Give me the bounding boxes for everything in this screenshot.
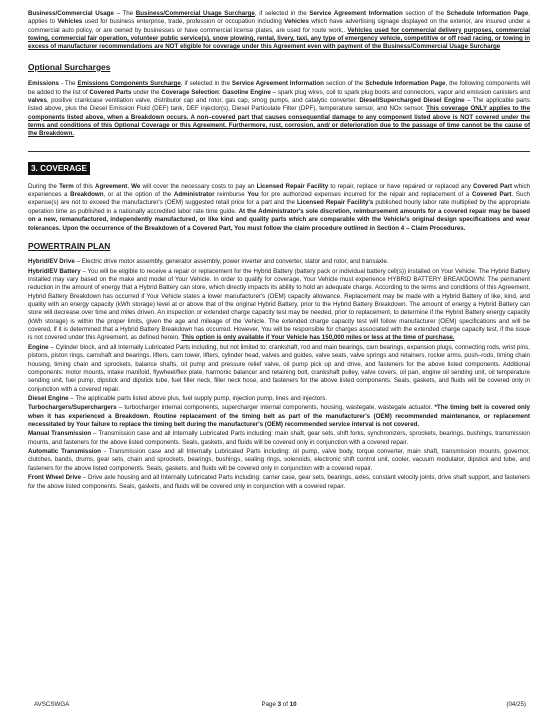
- timing-belt-note: *The timing belt is covered only when it has experienced a Breakdown. Routine replacement of the timing belt as part of the manufacturer's (OEM) recommended maintenance, or replacement necessitated by Your failure to replace the timing belt during the manufacturer's (OEM) recommended service interval is not covered.: [28, 404, 530, 429]
- text-run: – The: [113, 10, 136, 17]
- coverage-paragraph: [28, 183, 530, 233]
- plan-item-term: Hybrid/EV Battery: [28, 267, 81, 275]
- plan-item-text: – The applicable parts listed above plus, fuel supply pump, injection pump, lines and injectors.: [68, 394, 328, 402]
- text-run: , applies to: [28, 10, 531, 26]
- text-run: used for business enterprise, trade, profession or occupation including: [82, 18, 285, 26]
- service-agreement-information-term: Service Agreement Information: [231, 80, 324, 88]
- plan-item-front-wheel-drive: [28, 474, 530, 491]
- business-exclusion-notice: Vehicles used for commercial delivery purposes, commercial towing, commercial fair operation, volunteer public service(s), snow plowing, rental, livery, taxi, any type of emergency vehicle, competitive or off road racing, or towing in excess of manufacturer recommendations are NOT eligible for coverage under this Agreement even with payment of the Business/Commercial Usage Surcharge: [28, 26, 530, 51]
- schedule-information-page-term: Schedule Information Page: [446, 10, 529, 17]
- powertrain-plan-heading: POWERTRAIN PLAN: [28, 240, 111, 251]
- breakdown-term: Breakdown: [70, 191, 104, 199]
- plan-item-term: Diesel Engine: [28, 394, 69, 402]
- plan-item-term: Manual Transmission: [28, 430, 92, 438]
- emissions-term: Emissions: [28, 80, 59, 88]
- plan-item-term: Turbochargers/Superchargers: [28, 404, 117, 412]
- page-total: 10: [289, 701, 297, 708]
- business-usage-paragraph: [28, 10, 530, 52]
- emissions-paragraph: [28, 80, 530, 139]
- page-current: 3: [277, 701, 282, 708]
- text-run: which have advertising signage displayed on the exterior, are insured under a commercial auto policy, or are owned by businesses or have commercial license plates, are used for route work,.: [28, 18, 530, 34]
- schedule-information-page-term: Schedule Information Page: [365, 80, 446, 88]
- service-agreement-information-term: Service Agreement Information: [309, 10, 403, 17]
- valves-term: valves: [28, 96, 47, 104]
- text-run: will cover the necessary costs to pay an: [140, 182, 257, 190]
- text-run: . Such expense(s) are not to exceed the manufacturer's (OEM) suggested retail price for a part and the: [28, 191, 530, 207]
- plan-item-text: – turbocharger internal components, supercharger internal components, housing, wastegate, wastegate actuator.: [116, 404, 435, 412]
- term-term: Term: [59, 182, 74, 190]
- licensed-repair-facility-term: Licensed Repair Facility: [256, 182, 329, 190]
- page-of: of: [281, 701, 290, 708]
- vehicles-term: Vehicles: [57, 18, 83, 26]
- plan-item-engine: [28, 344, 530, 394]
- plan-item-text: – Cylinder block, and all Internally Lubricated Parts including, but not limited to: crankshaft, rod and main bearings, cam bearings, expansion plugs, connecting rods, wrist pins, pistons, piston rings, camshaft and bearings, lifters, cam tower, lifters, cylinder head, valves and guides, valve seats, valve springs and retainers, rocker arms, push–rods, timing chain housing, timing chain and sprockets, balance shafts, oil pump and pressure relief valve, oil pump pick up and drive, and fasteners for the above listed components. Additional components: motor mounts, intake manifold, flywheel/flex plate, harmonic balancer and retaining bolt, crankshaft pulley, valve covers, oil pan, engine oil sending unit, oil temperature sending unit, fuel pump, dipstick and dipstick tube, fuel filler neck, filler neck hose, and fasteners for the above listed components. Seals, gaskets, and fluids will be covered only in conjunction with a covered repair.: [28, 343, 530, 393]
- plan-item-diesel-engine: [28, 395, 530, 403]
- text-run: which experiences a: [28, 182, 530, 199]
- text-run: - The: [58, 80, 78, 88]
- page-number: [28, 701, 530, 708]
- covered-part-term: Covered Part: [472, 191, 512, 199]
- vehicles-term: Vehicles: [284, 18, 309, 26]
- plan-item-text: – Transmission case and all Internally Lubricated Parts including: main shaft, gear sets, shift forks, synchronizers, sprockets, bearings, bushings, transmission mounts, and fasteners for the above listed components. Seals, gaskets, and fluids will be covered only in conjunction with a covered repair.: [28, 430, 530, 446]
- optional-surcharges-heading: Optional Surcharges: [28, 61, 111, 72]
- diesel-engine-term: Diesel/Supercharged Diesel Engine: [359, 96, 465, 104]
- coverage-section-heading: 3. COVERAGE: [28, 162, 90, 175]
- licensed-repair-facility-term: Licensed Repair Facility's: [296, 199, 374, 207]
- text-run: ,: [127, 182, 132, 190]
- plan-item-turbochargers: [28, 404, 530, 429]
- plan-item-automatic-transmission: [28, 448, 530, 473]
- page-footer: [28, 701, 530, 711]
- plan-item-hybrid-battery: [28, 268, 530, 343]
- text-run: section of the: [323, 80, 366, 88]
- text-run: , positive crankcase ventilation valve, distributor cap and rotor, gas cap, smog pumps, and catalytic converter.: [46, 96, 360, 104]
- business-usage-term: Business/Commercial Usage: [28, 10, 114, 17]
- plan-item-text: – You will be eligible to receive a repair or replacement for the Hybrid Battery (battery pack or individual battery cell(s)) installed on Your Vehicle. The Hybrid Battery installed may vary based on the make and model of Your Vehicle. In order to qualify for coverage, Your Vehicle must experience HYBRID BATTERY BREAKDOWN: The permanent reduction in the amount of energy that a Hybrid Battery can store, which directly impacts its ability to hold an adequate charge. According to the terms and conditions of this Agreement, Hybrid Battery Breakdown has occurred if Your Vehicle states a lower manufacturer's (OEM) capacity allowance. Replacement may be made with a Hybrid Battery of like, kind, and quality with an energy capacity (kWh storage) level at or above that of the original Hybrid Battery, prior to the Hybrid Battery Breakdown. The amount of energy a Hybrid Battery can store will decrease over time and miles driven. An inspection or extended charge capacity test may be needed, prior to replacement, to determine if the Hybrid Battery energy capacity (kWh storage) is within the proper limits, given the age and mileage of the Vehicle. The extended charge capacity test will follow manufacturer (OEM) specifications and will be covered, if it is determined that a Hybrid Battery Breakdown has occurred. However, You will be responsible for charges associated with the extended charge capacity test, if the issue is not covered under this Agreement, as defined herein.: [28, 267, 530, 342]
- plan-item-term: Front Wheel Drive: [28, 474, 82, 482]
- we-term: We: [131, 182, 141, 190]
- form-code: AVSCSWGA: [34, 701, 70, 708]
- covered-parts-term: Covered Parts: [89, 88, 132, 96]
- administrator-term: Administrator: [173, 191, 215, 199]
- text-run: to repair, replace or have repaired or replaced any: [328, 182, 474, 190]
- emissions-coverage-note: This coverage ONLY applies to the components listed above, when a Breakdown occurs. A non–covered part that causes consequential damage to any component listed above is NOT covered under the terms and conditions of this Optional Coverage or this Agreement. Furthermore, rust, corrosion, and/ or deterioration due to the passage of time cannot be the cause of the Breakdown.: [28, 105, 531, 138]
- plan-item-hybrid-drive: [28, 258, 530, 266]
- text-run: , or at the option of the: [103, 191, 174, 199]
- plan-item-term: Automatic Transmission: [28, 448, 102, 456]
- reimbursement-notice: At the Administrator's sole discretion, reimbursement amounts for a covered repair may be based on a new, remanufactured, independently manufactured, or like kind and quality parts which are comparable with the Vehicle's original design specifications and wear tolerances. Upon the occurrence of the Breakdown of a Covered Part, You must follow the claim procedure outlined in Section 4 – Claim Procedures.: [28, 207, 531, 232]
- document-page: [28, 10, 530, 492]
- text-run: – The applicable parts listed above, plus the Diesel Emission Fluid (DEF) tank, DEF injector(s), Diesel Particulate Filter (DPF), temperature sensor, and NOx sensor.: [28, 96, 530, 113]
- text-run: reimburse: [214, 191, 248, 199]
- text-run: , the following components will be added to the list of: [28, 80, 531, 96]
- text-run: During the: [28, 182, 60, 190]
- coverage-selection-term: Coverage Selection: [161, 88, 219, 96]
- plan-item-term: Hybrid/EV Drive: [28, 258, 75, 266]
- plan-item-term: Engine: [28, 343, 49, 351]
- text-run: :: [218, 88, 223, 96]
- text-run: – spark plug wires, coil to spark plug boots and connectors, vapor and emission canisters and: [270, 88, 531, 96]
- text-run: for pre authorized expenses incurred for the repair and replacement of a: [258, 191, 472, 199]
- agreement-term: Agreement: [94, 182, 128, 190]
- plan-item-text: – Drive axle housing and all Internally Lubricated Parts including: carrier case, gear sets, bearings, axles, constant velocity joints, drive shaft support, and fasteners for the above listed components. Seals, gaskets, and fluids will be covered only in conjunction with a covered repair.: [28, 474, 530, 490]
- text-run: of this: [73, 182, 95, 190]
- business-surcharge-link: Business/Commercial Usage Surcharge: [135, 10, 255, 17]
- page-prefix: Page: [261, 701, 278, 708]
- text-run: under the: [131, 88, 162, 96]
- plan-item-text: – Electric drive motor assembly, generator assembly, power inverter and converter, stator and rotor, and transaxle.: [74, 258, 389, 266]
- text-run: published hourly labor rate multiplied by the appropriate operation time as published in a nationally accredited labor rate time guide.: [28, 199, 530, 215]
- you-term: You: [247, 191, 259, 199]
- plan-item-manual-transmission: [28, 430, 530, 447]
- section-divider: [28, 151, 530, 152]
- mileage-limit-note: This option is only available if Your Vehicle has 150,000 miles or less at the time of purchase.: [181, 334, 455, 342]
- plan-item-text: - Transmission case and all Internally Lubricated Parts including: oil pump, valve body, torque converter, main shaft, transmission mounts, governor, clutches, bands, drums, gear sets, chain and sprockets, bearings, bushings, sealing rings, solenoids, electronic shift control unit, cooler, vacuum modulator, dipstick and tube, and fasteners for the above listed components. Seals, gaskets, and fluids will be covered only in conjunction with a covered repair.: [28, 448, 530, 472]
- revision-date: (04/25): [506, 701, 526, 708]
- text-run: , if selected in the: [180, 80, 232, 88]
- emissions-surcharge-link: Emissions Components Surcharge: [77, 80, 181, 88]
- gasoline-engine-term: Gasoline Engine: [222, 88, 271, 96]
- covered-part-term: Covered Part: [473, 182, 513, 190]
- text-run: , if selected in the: [254, 10, 310, 17]
- text-run: section of the: [402, 10, 447, 17]
